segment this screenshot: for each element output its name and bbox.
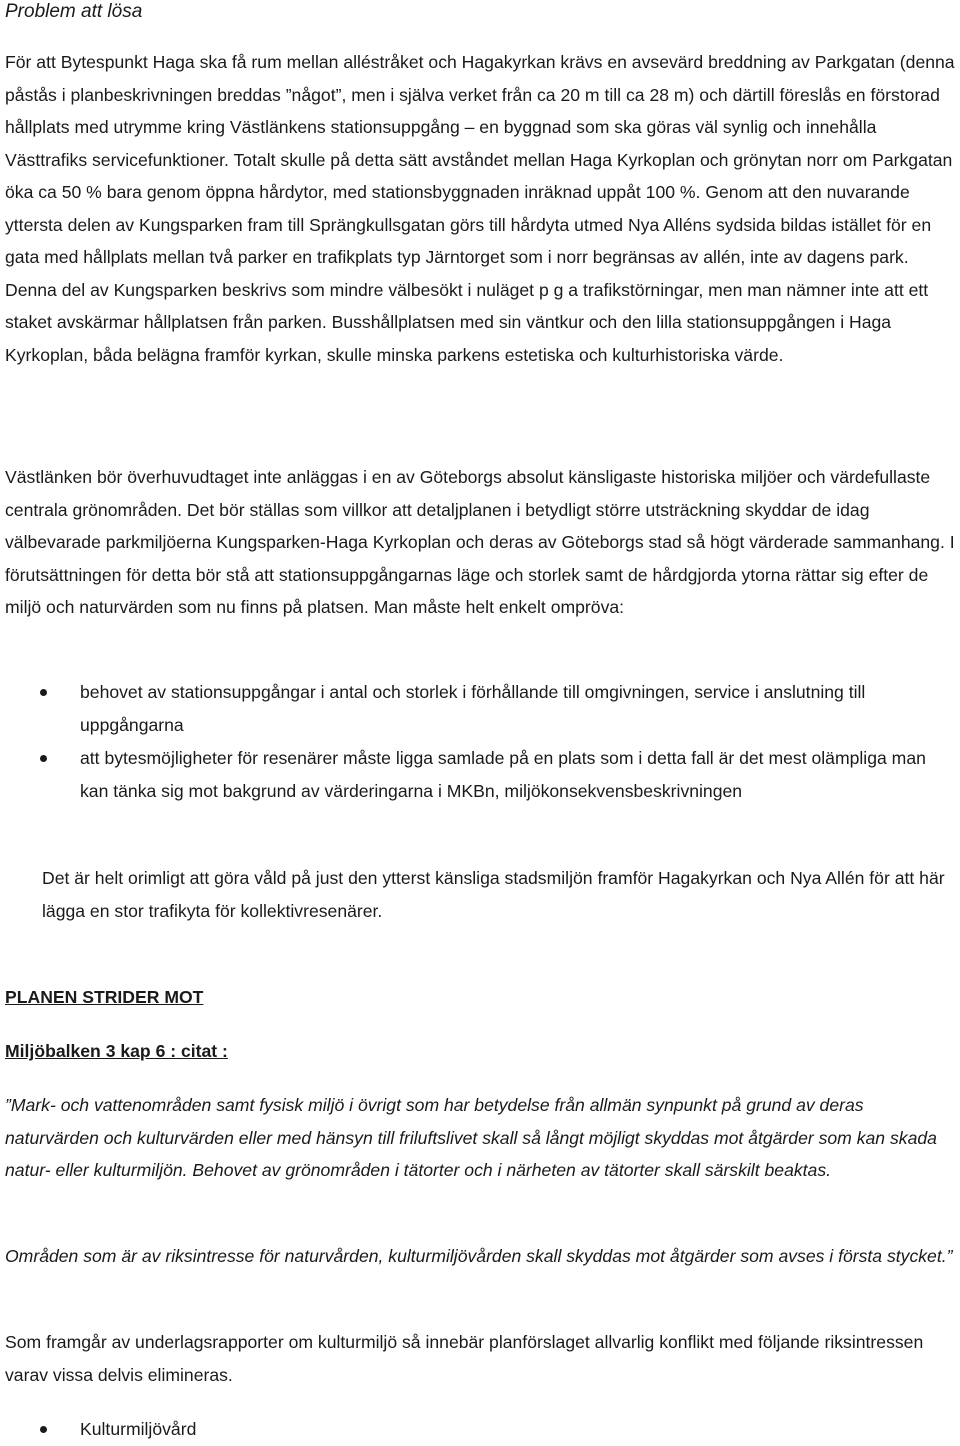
section-title: Problem att lösa [5, 1, 143, 22]
paragraph-national-interests: Som framgår av underlagsrapporter om kulturmiljö så innebär planförslaget allvarlig konflikt med följande riksintressen varav vissa delvis elimineras. [5, 1332, 924, 1385]
list-item-text: att bytesmöjligheter för resenärer måste ligga samlade på en plats som i detta fall är det mest olämpliga man kan tänka sig mot bakgrund av värderingarna i MKBn, miljökonsekvensbeskrivningen [80, 748, 926, 801]
list-item [0, 676, 940, 742]
paragraph-vastlanken: Västlänken bör överhuvudtaget inte anläggas i en av Göteborgs absolut känsligaste historiska miljöer och värdefullaste centrala grönområden. Det bör ställas som villkor att detaljplanen i betydligt större utsträckning skyddar de idag välbevarade parkmiljöerna Kungsparken-Haga Kyrkoplan och deras av Göteborgs stad så högt värderade sammanhang. I förutsättningen för detta bör stå att stationsuppgångarnas läge och storlek samt de hårdgjorda ytorna rättar sig efter de miljö och naturvärden som nu finns på platsen. Man måste helt enkelt ompröva: [5, 467, 955, 617]
bullet-icon [40, 1426, 47, 1433]
heading-environmental-code: Miljöbalken 3 kap 6 : citat : [5, 1041, 228, 1061]
quote-paragraph-1: ”Mark- och vattenområden samt fysisk miljö i övrigt som har betydelse från allmän synpunkt på grund av deras naturvärden och kulturvärden eller med hänsyn till friluftslivet skall så långt möjligt skyddas mot åtgärder som kan skada natur- eller kulturmiljön. Behovet av grönområden i tätorter och i närheten av tätorter skall särskilt beaktas. [5, 1095, 937, 1180]
heading-plan-conflicts: PLANEN STRIDER MOT [5, 987, 204, 1007]
bullet-icon [40, 755, 47, 762]
reconsider-list [0, 676, 960, 808]
list-item-text: Kulturmiljövård [80, 1419, 197, 1439]
paragraph-problem: För att Bytespunkt Haga ska få rum mellan alléstråket och Hagakyrkan krävs en avsevärd breddning av Parkgatan (denna påstås i planbeskrivningen breddas ”något”, men i själva verket från ca 20 m till ca 28 m) och därtill föreslås en förstorad hållplats med utrymme kring Västlänkens stationsuppgång – en byggnad som ska göras väl synlig och innehålla Västtrafiks servicefunktioner. Totalt skulle på detta sätt avståndet mellan Haga Kyrkoplan och grönytan norr om Parkgatan öka ca 50 % bara genom öppna hårdytor, med stationsbyggnaden inräknad uppåt 100 %. Genom att den nuvarande yttersta delen av Kungsparken fram till Sprängkullsgatan görs till hårdyta utmed Nya Alléns sydsida bildas istället för en gata med hållplats mellan två parker en trafikplats typ Järntorget som i norr begränsas av allén, inte av dagens park. Denna del av Kungsparken beskrivs som mindre välbesökt i nuläget p g a trafikstörningar, men man nämner inte att ett staket avskärmar hållplatsen från parken. Busshållplatsen med sin väntkur och den lilla stationsuppgången i Haga Kyrkoplan, båda belägna framför kyrkan, skulle minska parkens estetiska och kulturhistoriska värde. [5, 52, 955, 365]
national-interests-list [0, 1413, 960, 1446]
list-item-text: behovet av stationsuppgångar i antal och storlek i förhållande till omgivningen, service i anslutning till uppgångarna [80, 682, 866, 735]
paragraph-conclusion: Det är helt orimligt att göra våld på just den ytterst känsliga stadsmiljön framför Hagakyrkan och Nya Allén för att här lägga en stor trafikyta för kollektivresenärer. [42, 868, 945, 921]
list-item [0, 742, 940, 808]
quote-paragraph-2: Områden som är av riksintresse för naturvården, kulturmiljövården skall skyddas mot åtgärder som avses i första stycket.” [5, 1246, 953, 1266]
bullet-icon [40, 689, 47, 696]
list-item [0, 1413, 940, 1446]
